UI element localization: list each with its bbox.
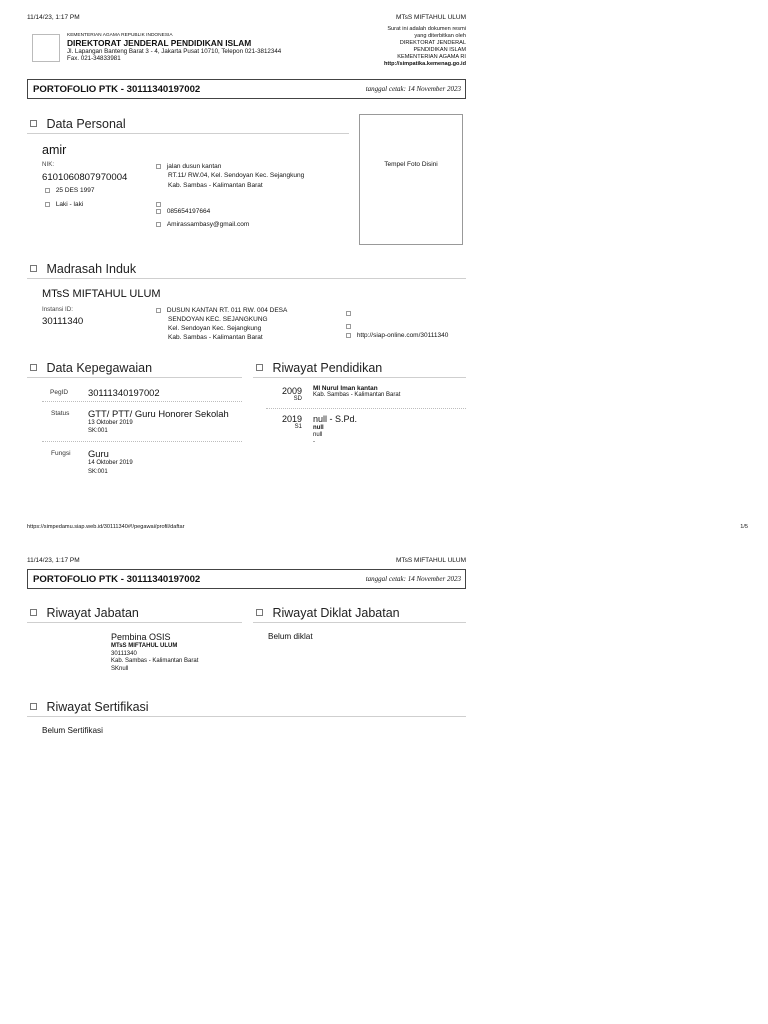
madrasah-id: 30111340: [42, 316, 84, 327]
nik-label: NIK:: [42, 161, 55, 168]
section-title: Data Kepegawaian: [46, 361, 153, 375]
jabatan-location: Kab. Sambas - Kalimantan Barat: [111, 658, 199, 665]
section-riwayat-diklat: [256, 604, 400, 622]
section-title: Riwayat Diklat Jabatan: [272, 606, 400, 620]
education-detail: [313, 414, 357, 446]
pegid-label: PegID: [50, 389, 69, 396]
section-icon: [30, 120, 37, 127]
gender-value: Laki - laki: [55, 201, 84, 208]
section-riwayat-sertifikasi: [30, 698, 149, 716]
education-level: S1: [294, 424, 302, 430]
official-note-line: DIREKTORAT JENDERAL: [399, 39, 466, 46]
education-level: SD: [293, 396, 302, 402]
jabatan-entry: [111, 632, 198, 673]
official-note-line: KEMENTERIAN AGAMA RI: [397, 53, 466, 60]
calendar-icon: [45, 188, 50, 193]
gender-icon: [45, 202, 50, 207]
address-line: DUSUN KANTAN RT. 011 RW. 004 DESA: [166, 307, 288, 314]
jabatan-school: MTsS MIFTAHUL ULUM: [111, 643, 178, 650]
email-value[interactable]: Amirassambasy@gmail.com: [166, 221, 250, 228]
letterhead: [67, 33, 281, 62]
print-date-label: tanggal cetak:: [365, 575, 406, 583]
address-line: Kel. Sendoyan Kec. Sejangkung: [168, 325, 262, 333]
official-note-line: Surat ini adalah dokumen resmi: [387, 26, 466, 32]
madrasah-id-label: Instansi ID:: [42, 306, 73, 313]
section-data-personal: [30, 115, 126, 133]
diklat-value: Belum diklat: [268, 632, 313, 641]
education-location: -: [313, 439, 315, 446]
fungsi-date: 14 Oktober 2019: [88, 460, 133, 466]
email-row: [156, 221, 249, 228]
status-date: 13 Oktober 2019: [88, 420, 133, 426]
print-date-label: tanggal cetak:: [365, 85, 406, 93]
section-icon: [30, 265, 37, 272]
education-school: MI Nurul Iman kantan: [313, 385, 378, 392]
education-year: 2019: [281, 414, 302, 424]
status-value: GTT/ PTT/ Guru Honorer Sekolah: [88, 408, 229, 419]
education-detail: [313, 385, 400, 398]
portfolio-title-bar: [27, 79, 466, 99]
section-riwayat-pendidikan: [256, 359, 382, 377]
address-line: Kab. Sambas - Kalimantan Barat: [168, 181, 263, 189]
jabatan-sk: SKnull: [111, 665, 129, 672]
phone-row: [156, 208, 210, 215]
address-line: Kab. Sambas - Kalimantan Barat: [168, 334, 263, 342]
section-title: [46, 262, 136, 276]
official-note-line: yang diterbitkan oleh: [414, 32, 466, 39]
education-year-block: [270, 386, 302, 402]
email-icon: [156, 222, 161, 227]
official-url[interactable]: http://simpatika.kemenag.go.id: [383, 60, 466, 67]
portfolio-title: PORTOFOLIO PTK - 30111340197002: [33, 84, 201, 95]
print-header-school: MTsS MIFTAHUL ULUM: [395, 557, 466, 564]
madrasah-address: [156, 306, 287, 342]
address-line: jalan dusun kantan: [166, 163, 222, 170]
section-riwayat-jabatan: [30, 604, 139, 622]
dob-row: [45, 187, 94, 194]
section-title: Riwayat Pendidikan: [272, 361, 383, 375]
education-school: null - S.Pd.: [313, 414, 358, 424]
blank-icon: [346, 311, 351, 316]
print-header-school: MTsS MIFTAHUL ULUM: [395, 14, 466, 21]
portfolio-title-bar: [27, 569, 466, 589]
home-icon: [156, 164, 161, 169]
ministry-logo: [32, 34, 60, 62]
section-title-rest: Induk: [105, 262, 137, 276]
directorate-name: DIREKTORAT JENDERAL PENDIDIKAN ISLAM: [67, 37, 252, 48]
section-icon: [30, 703, 37, 710]
pegid-value: 30111340197002: [88, 387, 160, 398]
education-year: 2009: [281, 386, 302, 396]
official-note: [384, 26, 466, 68]
footer-page-number: 1/5: [740, 524, 748, 530]
education-faculty: null: [313, 424, 324, 431]
fungsi-label: Fungsi: [51, 450, 71, 457]
education-major: null: [313, 431, 323, 438]
section-title: Riwayat Jabatan: [46, 606, 139, 620]
official-note-line: PENDIDIKAN ISLAM: [413, 46, 466, 53]
photo-placeholder: [359, 114, 463, 245]
section-icon: [30, 609, 37, 616]
section-title: Riwayat Sertifikasi: [46, 700, 149, 714]
home-icon: [156, 308, 161, 313]
madrasah-url[interactable]: http://siap-online.com/30111340: [356, 332, 449, 339]
madrasah-name: MTsS MIFTAHUL ULUM: [42, 288, 161, 300]
jabatan-title: Pembina OSIS: [111, 632, 171, 642]
section-icon: [256, 364, 263, 371]
phone-value: 085654197664: [166, 208, 211, 215]
madrasah-url-row: [346, 332, 448, 339]
ministry-name: KEMENTERIAN AGAMA REPUBLIK INDONESIA: [67, 33, 173, 38]
section-madrasah-induk: [30, 260, 136, 278]
person-name: amir: [42, 143, 67, 157]
print-timestamp: 11/14/23, 1:17 PM: [27, 14, 80, 21]
section-icon: [30, 364, 37, 371]
dob-value: 25 DES 1997: [55, 187, 95, 194]
print-date: [366, 575, 461, 583]
address-block: [156, 162, 304, 190]
print-date-value: 14 November 2023: [407, 575, 461, 583]
status-label: Status: [51, 410, 70, 417]
sertifikasi-value: Belum Sertifikasi: [42, 726, 103, 735]
nik-value: 6101060807970004: [42, 172, 128, 183]
address-line: RT.11/ RW.04, Kel. Sendoyan Kec. Sejangkung: [168, 172, 305, 180]
education-location: Kab. Sambas - Kalimantan Barat: [313, 392, 401, 398]
status-sk: SK:001: [88, 428, 108, 434]
letterhead-address: Jl. Lapangan Banteng Barat 3 - 4, Jakarta Pusat 10710, Telepon 021-3812344: [67, 48, 282, 56]
gender-row: [45, 201, 83, 208]
print-date-value: 14 November 2023: [407, 85, 461, 93]
education-year-block: [270, 414, 302, 430]
globe-icon: [346, 333, 351, 338]
footer-url[interactable]: https://simpedamu.siap.web.id/30111340#!/pegawai/profil/daftar: [27, 524, 185, 530]
print-timestamp: 11/14/23, 1:17 PM: [27, 557, 80, 564]
section-data-kepegawaian: [30, 359, 152, 377]
fungsi-sk: SK:001: [88, 469, 108, 475]
blank-icon: [346, 324, 351, 329]
fungsi-value: Guru: [88, 448, 109, 459]
blank-icon: [156, 202, 161, 207]
print-date: [366, 85, 461, 93]
section-title-bold: Madrasah: [46, 262, 103, 276]
phone-icon: [156, 209, 161, 214]
address-line: SENDOYAN KEC. SEJANGKUNG: [168, 316, 268, 324]
portfolio-title: PORTOFOLIO PTK - 30111340197002: [33, 574, 201, 585]
section-title: Data Personal: [46, 117, 126, 131]
jabatan-id: 30111340: [111, 650, 137, 657]
photo-placeholder-label: Tempel Foto Disini: [384, 161, 438, 168]
letterhead-fax: Fax. 021-34833981: [67, 55, 121, 63]
section-icon: [256, 609, 263, 616]
